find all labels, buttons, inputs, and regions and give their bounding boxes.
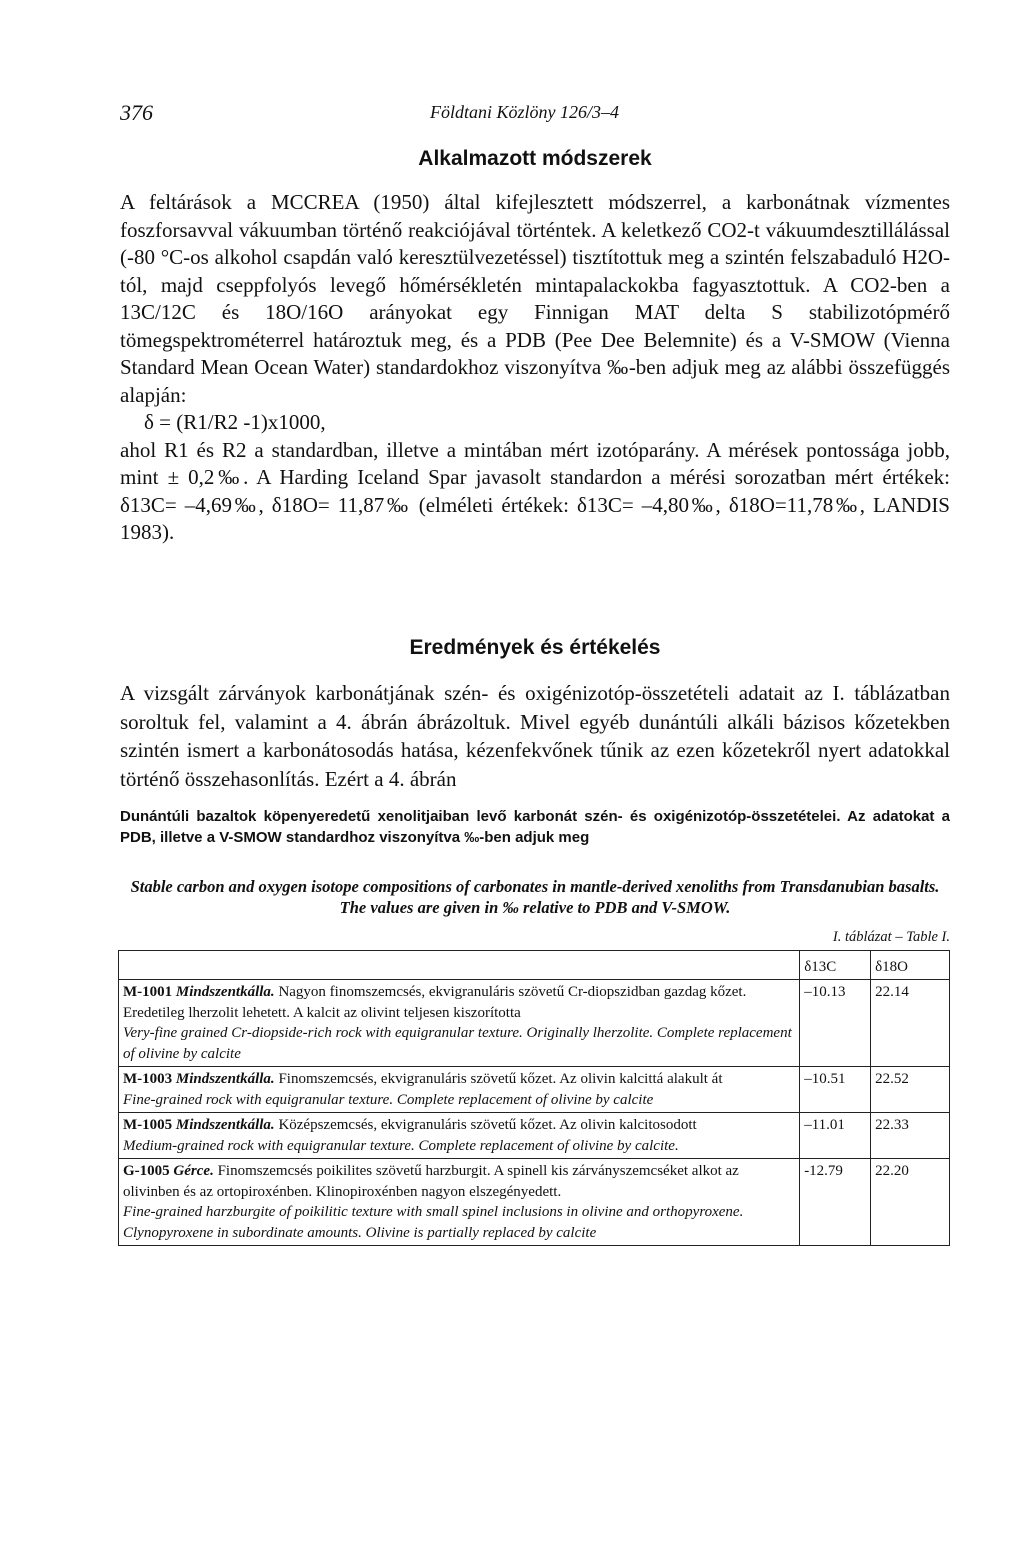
results-heading: Eredmények és értékelés	[409, 636, 661, 659]
delta13c-value: -12.79	[800, 1159, 871, 1246]
delta13c-value: –11.01	[800, 1113, 871, 1159]
methods-section	[120, 189, 950, 547]
sample-code: M-1003	[123, 1071, 173, 1087]
delta13c-value: –10.51	[800, 1067, 871, 1113]
journal-title: Földtani Közlöny 126/3–4	[430, 102, 619, 122]
sample-desc-hungarian: Finomszemcsés, ekvigranuláris szövetű kőzet. Az olivin kalcittá alakult át	[278, 1071, 723, 1087]
sample-description	[119, 980, 800, 1067]
methods-paragraph-2: ahol R1 és R2 a standardban, illetve a mintában mért izotóparány. A mérések pontossága jobb, mint ± 0,2‰. A Harding Iceland Spar javasolt standardon a mérési sorozatban mért értékek: δ13C= –4,69‰, δ18O= 11,87‰ (elméleti értékek: δ13C= –4,80‰, δ18O=11,78‰, LANDIS 1983).	[120, 437, 950, 544]
table-row	[119, 1067, 950, 1113]
page-header	[120, 100, 950, 130]
delta18o-value: 22.20	[871, 1159, 950, 1246]
delta13c-value: –10.13	[800, 980, 871, 1067]
isotope-table	[118, 950, 950, 1246]
methods-paragraph: A feltárások a MCCREA (1950) által kifejlesztett módszerrel, a karbonátnak vízmentes foszforsavval vákuumban történő reakciójával történtek. A keletkező CO2-t vákuumdesztillálással (-80 °C-os alkohol csapdán való keresztülvezetéssel) tisztítottuk meg a szintén felszabaduló H2O-tól, majd cseppfolyós levegő hőmérsékletén mintapalackokba fagyasztottuk. A CO2-ben a 13C/12C és 18O/16O arányokat egy Finnigan MAT delta S stabilizotópmérő tömegspektrométerrel határoztuk meg, és a PDB (Pee Dee Belemnite) és a V-SMOW (Vienna Standard Mean Ocean Water) standardokhoz viszonyítva ‰-ben adjuk meg az alábbi összefüggés alapján:	[120, 190, 950, 407]
sample-description	[119, 1159, 800, 1246]
sample-desc-hungarian: Finomszemcsés poikilites szövetű harzburgit. A spinell kis zárványszemcséket alkot az olivinben és az ortopiroxénben. Klinopiroxénben nagyon elszegényedett.	[123, 1163, 739, 1200]
sample-locality: Mindszentkálla.	[175, 1117, 275, 1133]
sample-code: G-1005	[123, 1163, 170, 1179]
header-delta13c: δ13C	[800, 951, 871, 980]
sample-locality: Gérce.	[173, 1163, 214, 1179]
sample-desc-english: Fine-grained harzburgite of poikilitic texture with small spinel inclusions in olivine and orthopyroxene. Clynopyroxene in subordinate amounts. Olivine is partially replaced by calcite	[123, 1204, 744, 1241]
delta18o-value: 22.14	[871, 980, 950, 1067]
sample-description	[119, 1067, 800, 1113]
sample-locality: Mindszentkálla.	[175, 984, 275, 1000]
methods-heading: Alkalmazott módszerek	[418, 147, 652, 170]
sample-code: M-1005	[123, 1117, 173, 1133]
header-delta18o: δ18O	[871, 951, 950, 980]
table-header-row	[119, 951, 950, 980]
table-row	[119, 980, 950, 1067]
results-paragraph: A vizsgált zárványok karbonátjának szén- és oxigénizotóp-összetételi adatait az I. táblázatban soroltuk fel, valamint a 4. ábrán ábrázoltuk. Mivel egyéb dunántúli alkáli bázisos kőzetekben szintén ismert a karbonátosodás hatása, kézenfekvőnek tűnik az ezen kőzetekről nyert adatokkal történő összehasonlítás. Ezért a 4. ábrán	[120, 681, 950, 791]
sample-desc-english: Very-fine grained Cr-diopside-rich rock with equigranular texture. Originally lherzolite. Complete replacement of olivine by calcite	[123, 1025, 792, 1062]
page-number: 376	[120, 100, 153, 125]
sample-code: M-1001	[123, 984, 173, 1000]
delta18o-value: 22.52	[871, 1067, 950, 1113]
header-description	[119, 951, 800, 980]
sample-desc-english: Medium-grained rock with equigranular texture. Complete replacement of olivine by calcite.	[123, 1137, 679, 1154]
table-row	[119, 1159, 950, 1246]
table-caption-hungarian: Dunántúli bazaltok köpenyeredetű xenolitjaiban levő karbonát szén- és oxigénizotóp-összetételei. Az adatokat a PDB, illetve a V-SMOW standardhoz viszonyítva ‰-ben adjuk meg	[120, 808, 950, 846]
sample-desc-hungarian: Középszemcsés, ekvigranuláris szövetű kőzet. Az olivin kalcitosodott	[278, 1117, 697, 1133]
sample-description	[119, 1113, 800, 1159]
table-row	[119, 1113, 950, 1159]
table-label: I. táblázat – Table I.	[832, 929, 950, 945]
sample-locality: Mindszentkálla.	[175, 1071, 275, 1087]
delta18o-value: 22.33	[871, 1113, 950, 1159]
sample-desc-english: Fine-grained rock with equigranular texture. Complete replacement of olivine by calcite	[123, 1091, 654, 1108]
delta-formula: δ = (R1/R2 -1)x1000,	[144, 410, 326, 434]
sample-desc-hungarian: Nagyon finomszemcsés, ekvigranuláris szövetű Cr-diopszidban gazdag kőzet. Eredetileg lherzolit lehetett. A kalcit az olivint teljesen kiszorította	[123, 984, 747, 1021]
table-caption-english: Stable carbon and oxygen isotope compositions of carbonates in mantle-derived xenoliths from Transdanubian basalts. The values are given in ‰ relative to PDB and V-SMOW.	[130, 877, 940, 917]
